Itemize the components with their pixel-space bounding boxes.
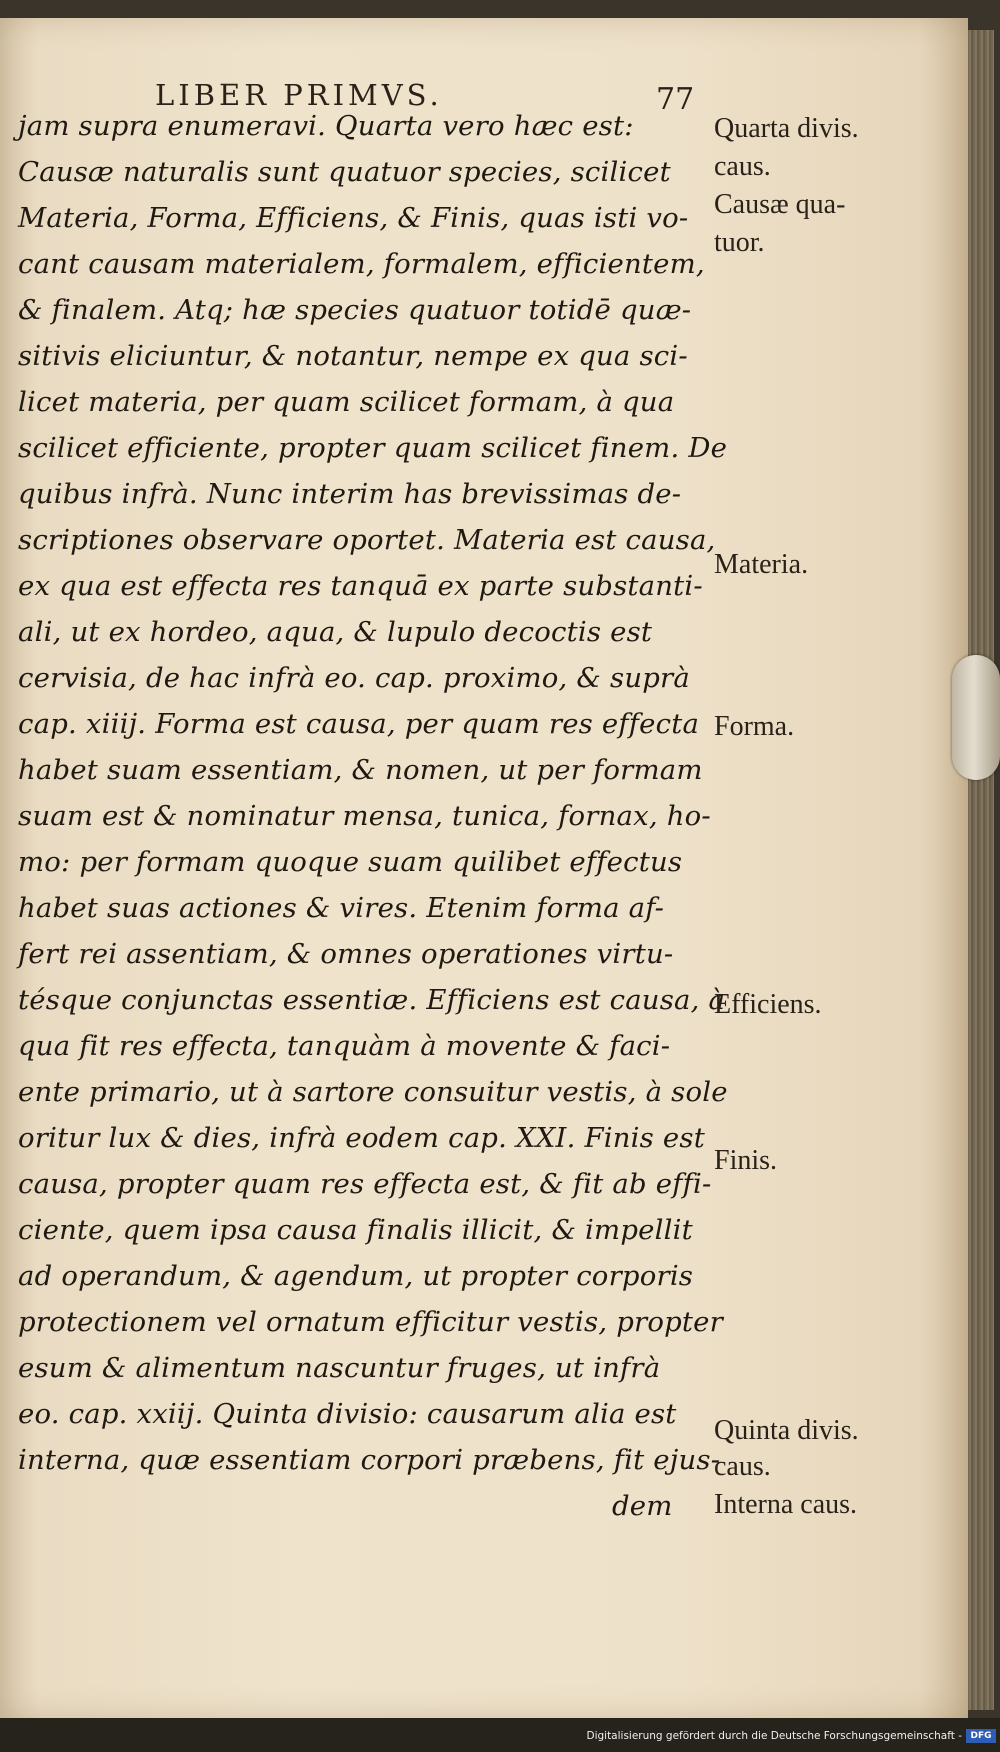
margin-note: Quinta divis. (714, 1415, 859, 1446)
margin-note: caus. (714, 151, 771, 182)
margin-note: Interna caus. (714, 1489, 858, 1520)
text-line: & finalem. Atq; hæ species quatuor totidē quæ- (18, 294, 692, 326)
margin-note: Materia. (714, 549, 809, 580)
footer-credit: Digitalisierung gefördert durch die Deutsche Forschungsgemeinschaft - (586, 1730, 962, 1742)
book-page (0, 18, 968, 1718)
text-line: cap. xiiij. Forma est causa, per quam res effecta (18, 708, 700, 740)
text-line: ad operandum, & agendum, ut propter corporis (18, 1260, 694, 1292)
margin-note: Finis. (714, 1145, 778, 1176)
text-line: cant causam materialem, formalem, efficientem, (18, 248, 705, 280)
text-line: suam est & nominatur mensa, tunica, fornax, ho- (18, 800, 711, 832)
text-line: habet suam essentiam, & nomen, ut per formam (18, 754, 703, 786)
text-line: protectionem vel ornatum efficitur vestis, propter (18, 1306, 723, 1338)
text-line: mo: per formam quoque suam quilibet effectus (18, 846, 683, 878)
margin-note: tuor. (714, 227, 765, 258)
text-line: ex qua est effecta res tanquā ex parte substanti- (18, 570, 703, 602)
text-line: licet materia, per quam scilicet formam, à qua (18, 386, 675, 418)
text-line: oritur lux & dies, infrà eodem cap. XXI. Finis est (18, 1122, 705, 1154)
margin-note: Efficiens. (714, 989, 822, 1020)
dfg-logo-icon: DFG (966, 1729, 996, 1743)
margin-note: Forma. (714, 711, 795, 742)
text-line: jam supra enumeravi. Quarta vero hæc est: (18, 110, 634, 142)
text-line: ente primario, ut à sartore consuitur vestis, à sole (18, 1076, 728, 1108)
text-line: scriptiones observare oportet. Materia est causa, (18, 524, 716, 556)
text-line: eo. cap. xxiij. Quinta divisio: causarum alia est (18, 1398, 677, 1430)
text-line: ciente, quem ipsa causa finalis illicit, & impellit (18, 1214, 693, 1246)
text-line: cervisia, de hac infrà eo. cap. proximo, & suprà (18, 662, 691, 694)
text-line: qua fit res effecta, tanquàm à movente & faci- (18, 1030, 671, 1062)
text-line: tésque conjunctas essentiæ. Efficiens est causa, à (18, 984, 726, 1016)
running-title: LIBER PRIMVS. (155, 78, 443, 112)
text-line: ali, ut ex hordeo, aqua, & lupulo decoctis est (18, 616, 653, 648)
text-line: habet suas actiones & vires. Etenim forma af- (18, 892, 665, 924)
text-line: Causæ naturalis sunt quatuor species, scilicet (18, 156, 671, 188)
text-line: causa, propter quam res effecta est, & fit ab effi- (18, 1168, 712, 1200)
text-line: esum & alimentum nascuntur fruges, ut infrà (18, 1352, 661, 1384)
text-line: sitivis eliciuntur, & notantur, nempe ex qua sci- (18, 340, 688, 372)
margin-note: Quarta divis. (714, 113, 859, 144)
text-line: quibus infrà. Nunc interim has brevissimas de- (18, 478, 682, 510)
book-clasp (952, 655, 1000, 780)
margin-note: caus. (714, 1451, 771, 1482)
catchword: dem (612, 1490, 673, 1522)
margin-note: Causæ qua- (714, 189, 846, 220)
text-line: interna, quæ essentiam corpori præbens, fit ejus- (18, 1444, 721, 1476)
text-line: scilicet efficiente, propter quam scilicet finem. De (18, 432, 728, 464)
text-line: fert rei assentiam, & omnes operationes virtu- (18, 938, 674, 970)
text-line: Materia, Forma, Efficiens, & Finis, quas isti vo- (18, 202, 689, 234)
page-edges (968, 30, 994, 1710)
page-number: 77 (656, 82, 695, 117)
digitization-footer (0, 1718, 1000, 1752)
